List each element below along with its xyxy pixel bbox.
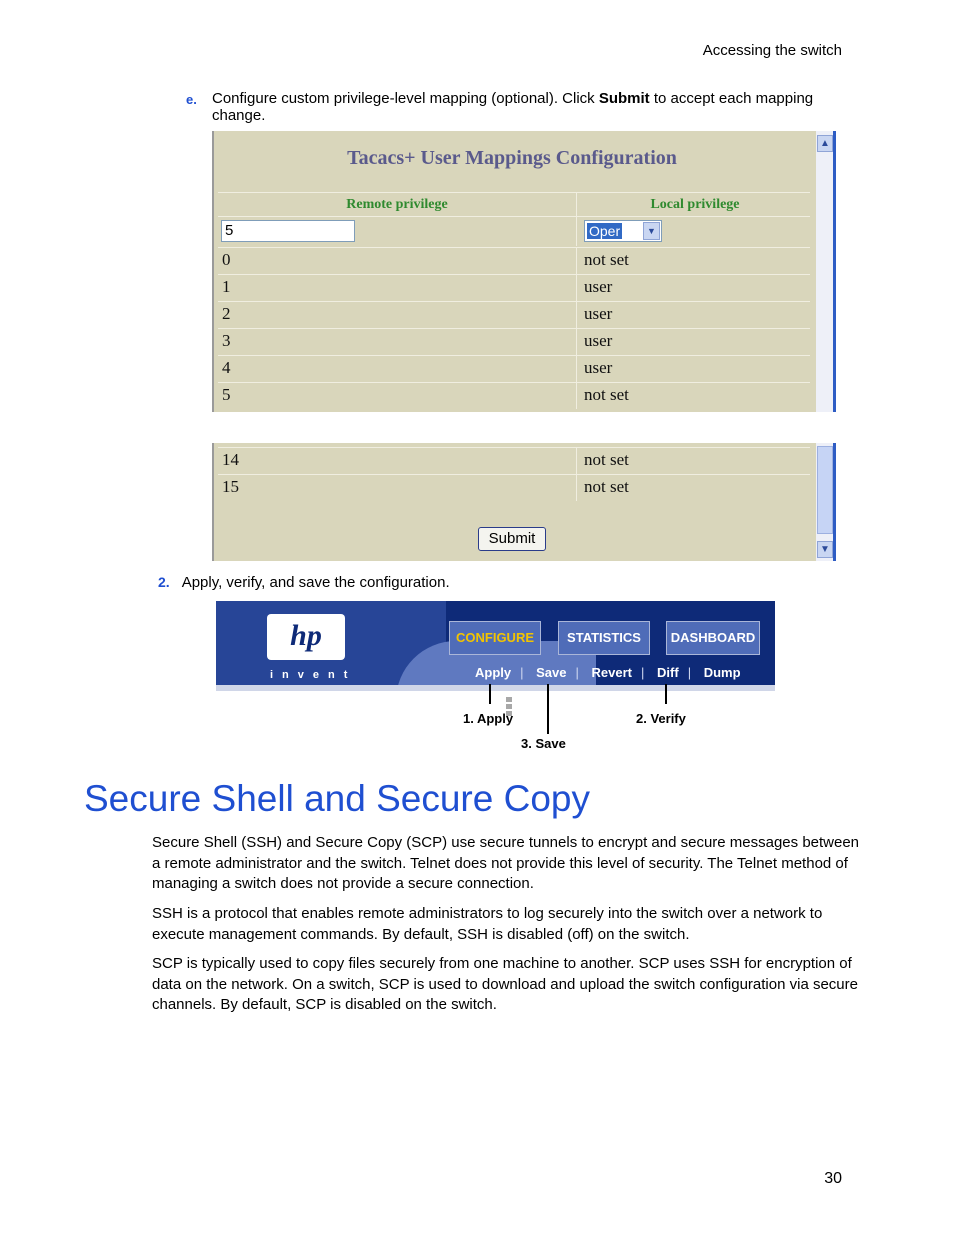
callout-line-apply — [489, 684, 491, 704]
scrollbar-bottom[interactable] — [816, 443, 836, 561]
page-number: 30 — [824, 1170, 842, 1187]
step-e-bold-word: Submit — [598, 90, 650, 107]
step-e — [186, 90, 846, 124]
step-e-text — [212, 90, 846, 124]
table-row — [218, 447, 810, 474]
local-value: user — [584, 277, 613, 296]
table-row — [218, 382, 810, 409]
link-diff[interactable]: Diff — [657, 665, 679, 680]
submit-button[interactable]: Submit — [478, 527, 546, 551]
tacacs-panel-bottom — [212, 443, 836, 561]
local-value: user — [584, 331, 613, 350]
hp-strip — [216, 685, 775, 691]
hp-logo-text: hp — [290, 619, 322, 652]
callout-line-verify — [665, 684, 667, 704]
remote-value: 2 — [222, 304, 231, 323]
link-separator: | — [575, 665, 579, 680]
cell-local — [580, 302, 810, 328]
hp-invent-text: invent — [270, 669, 357, 681]
table-row — [218, 474, 810, 501]
section-title: Secure Shell and Secure Copy — [84, 778, 590, 819]
truncation-gap — [212, 412, 836, 443]
table-row — [218, 274, 810, 301]
input-row — [218, 216, 810, 246]
cell-local — [580, 383, 810, 409]
cell-remote — [218, 475, 577, 501]
link-separator: | — [520, 665, 524, 680]
tacacs-screenshot — [212, 131, 836, 561]
local-value: not set — [584, 477, 629, 496]
link-separator: | — [641, 665, 645, 680]
local-privilege-select[interactable] — [584, 220, 662, 242]
select-value: Oper — [589, 223, 621, 239]
step-e-text-before: Configure custom privilege-level mapping (optional). Click — [212, 90, 599, 107]
cell-remote — [218, 383, 577, 409]
cell-local — [580, 275, 810, 301]
running-header: Accessing the switch — [702, 42, 842, 59]
tab-configure[interactable]: CONFIGURE — [449, 621, 541, 655]
link-apply[interactable]: Apply — [475, 665, 512, 680]
paragraph-2: SSH is a protocol that enables remote administrators to log securely into the switch over a network to execute management commands. By default, SSH is disabled (off) on the switch. — [152, 905, 823, 943]
remote-value: 0 — [222, 250, 231, 269]
table-row — [218, 247, 810, 274]
hp-toolbar — [216, 601, 775, 691]
chevron-down-icon[interactable]: ▼ — [643, 222, 660, 240]
cell-remote — [218, 448, 577, 474]
scroll-up-icon[interactable]: ▲ — [817, 135, 833, 152]
header-cell-remote — [218, 193, 577, 216]
cell-local — [580, 356, 810, 382]
remote-value: 5 — [222, 385, 231, 404]
remote-value: 4 — [222, 358, 231, 377]
link-dump[interactable]: Dump — [703, 665, 741, 680]
local-value: not set — [584, 385, 629, 404]
local-value: user — [584, 304, 613, 323]
hp-logo — [267, 614, 345, 660]
step-2-text: Apply, verify, and save the configuration. — [181, 574, 450, 591]
local-value: not set — [584, 250, 629, 269]
callout-verify: 2. Verify — [636, 711, 686, 726]
cell-local — [580, 248, 810, 274]
table-row — [218, 328, 810, 355]
cell-remote — [218, 329, 577, 355]
step-2 — [158, 574, 450, 591]
local-value: user — [584, 358, 613, 377]
header-cell-local — [580, 193, 810, 216]
input-cell-remote — [218, 217, 577, 246]
step-e-text-after: to accept each mapping change. — [212, 90, 814, 124]
remote-value: 1 — [222, 277, 231, 296]
link-separator: | — [687, 665, 692, 680]
remote-value: 15 — [222, 477, 239, 496]
callout-apply: 1. Apply — [463, 711, 514, 726]
remote-value: 14 — [222, 450, 239, 469]
scroll-down-icon[interactable]: ▼ — [817, 541, 833, 558]
hp-action-links — [475, 665, 750, 680]
cell-remote — [218, 356, 577, 382]
callout-line-save — [547, 684, 549, 734]
col-remote-header: Remote privilege — [346, 197, 448, 212]
local-value: not set — [584, 450, 629, 469]
scrollbar-top[interactable] — [816, 131, 836, 412]
tab-statistics[interactable]: STATISTICS — [558, 621, 650, 655]
tacacs-title: Tacacs+ User Mappings Configuration — [347, 147, 677, 169]
col-local-header: Local privilege — [650, 197, 740, 212]
paragraph-3: SCP is typically used to copy files securely from one machine to another. SCP uses SSH for encryption of data on the network. On a switch, SCP is used to download and upload the switch configuration via secure channels. By default, SCP is disabled on the switch. — [152, 955, 858, 1013]
cell-remote — [218, 275, 577, 301]
cell-local — [580, 448, 810, 474]
cell-remote — [218, 302, 577, 328]
input-cell-local — [580, 217, 810, 246]
table-row — [218, 301, 810, 328]
header-row — [218, 192, 810, 216]
remote-privilege-input[interactable]: 5 — [221, 220, 355, 242]
link-revert[interactable]: Revert — [591, 665, 632, 680]
step-e-number: e. — [186, 92, 197, 107]
link-save[interactable]: Save — [536, 665, 567, 680]
cell-local — [580, 475, 810, 501]
table-row — [218, 355, 810, 382]
step-2-number: 2. — [158, 574, 170, 590]
scroll-thumb[interactable] — [817, 446, 833, 534]
callout-save: 3. Save — [521, 736, 566, 751]
tacacs-panel-top — [212, 131, 836, 412]
cell-local — [580, 329, 810, 355]
paragraph-1: Secure Shell (SSH) and Secure Copy (SCP) use secure tunnels to encrypt and secure messages between a remote administrator and the switch. Telnet does not provide this level of security. The Telnet method of managing a switch does not provide a secure connection. — [152, 834, 860, 892]
remote-value: 3 — [222, 331, 231, 350]
cell-remote — [218, 248, 577, 274]
tab-dashboard[interactable]: DASHBOARD — [666, 621, 760, 655]
